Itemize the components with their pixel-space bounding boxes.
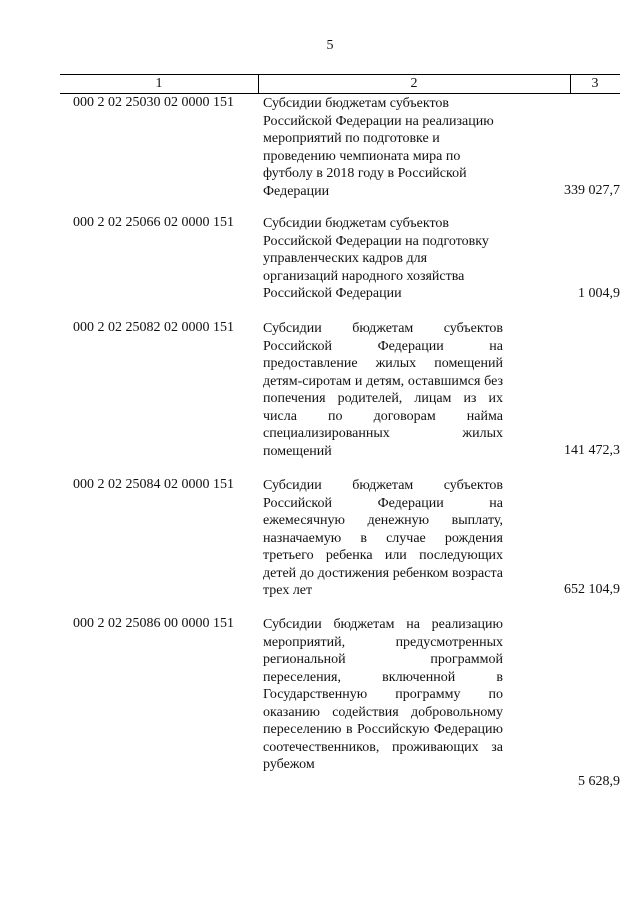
row-description: Субсидии бюджетам субъектов Российской Федерации на ежемесячную денежную выплату, назначаемую в случае рождения третьего ребенка или последующих детей до достижения ребенком возраста трех лет (263, 478, 503, 598)
column-header-1: 1 (60, 75, 259, 93)
row-amount: 141 472,3 (564, 443, 620, 458)
table-row (60, 95, 620, 205)
row-description: Субсидии бюджетам субъектов Российской Федерации на предоставление жилых помещений детям-сиротам и детям, оставшимся без попечения родителей, лицам из их числа по договорам найма специализированных жилых помещений (263, 321, 503, 459)
table-row (60, 616, 620, 796)
table-row (60, 477, 620, 602)
row-description: Субсидии бюджетам субъектов Российской Федерации на реализацию мероприятий по подготовке и проведению чемпионата мира по футболу в 2018 году в Российской Федерации (263, 96, 494, 199)
column-header-2: 2 (258, 75, 571, 93)
page-number: 5 (326, 38, 334, 53)
budget-code: 000 2 02 25030 02 0000 151 (73, 95, 234, 110)
row-description: Субсидии бюджетам субъектов Российской Федерации на подготовку управленческих кадров для организаций народного хозяйства Российской Федерации (263, 216, 489, 301)
row-amount: 652 104,9 (564, 582, 620, 597)
row-amount: 5 628,9 (578, 774, 620, 789)
column-header-3: 3 (591, 76, 599, 91)
budget-code: 000 2 02 25084 02 0000 151 (73, 477, 234, 492)
budget-code: 000 2 02 25086 00 0000 151 (73, 616, 234, 631)
table-header (60, 74, 620, 94)
budget-code: 000 2 02 25066 02 0000 151 (73, 215, 234, 230)
table-row (60, 320, 620, 465)
budget-code: 000 2 02 25082 02 0000 151 (73, 320, 234, 335)
row-amount: 1 004,9 (578, 286, 620, 301)
table-row (60, 215, 620, 305)
row-amount: 339 027,7 (564, 183, 620, 198)
row-description: Субсидии бюджетам на реализацию мероприятий, предусмотренных региональной программой переселения, включенной в Государственную программу по оказанию содействия добровольному переселению в Российскую Федерацию соотечественников, проживающих за рубежом (263, 617, 503, 772)
